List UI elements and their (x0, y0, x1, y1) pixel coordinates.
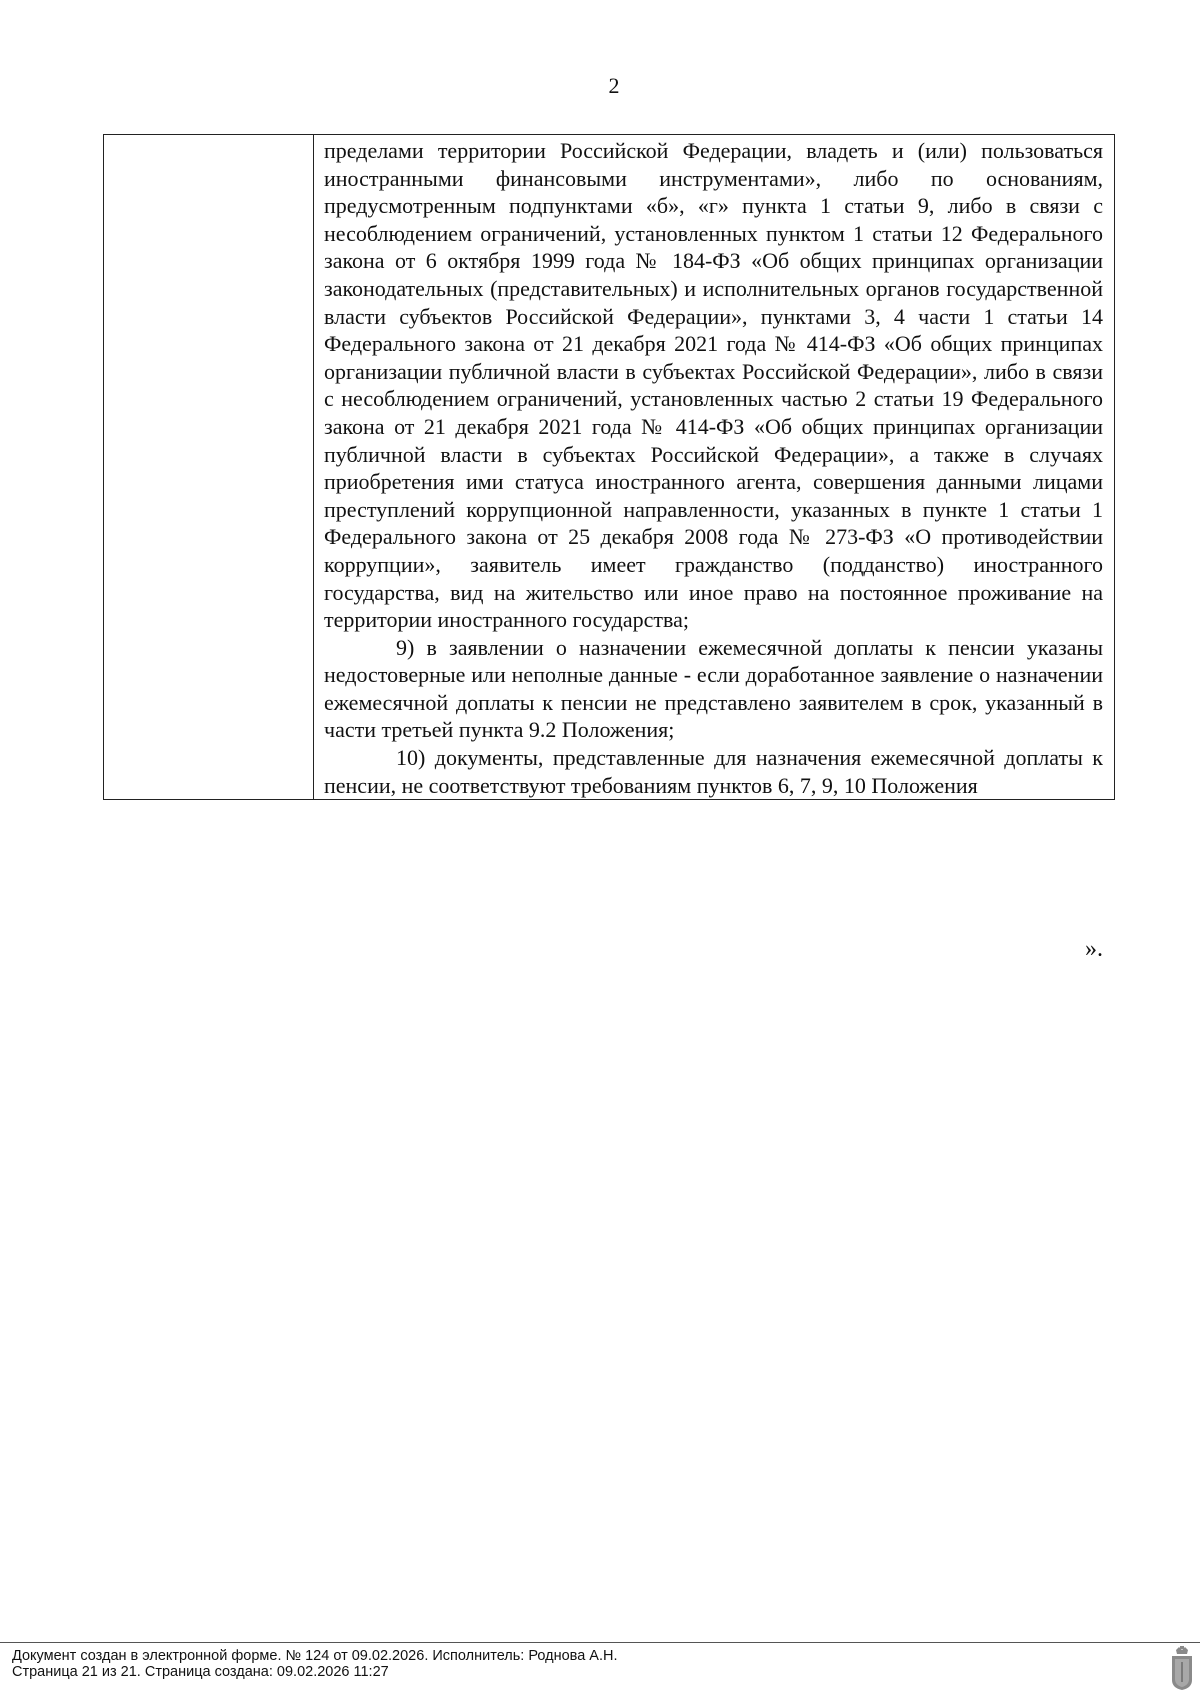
closing-quote: ». (1085, 936, 1103, 962)
coat-of-arms-icon (1170, 1646, 1194, 1690)
table-row (104, 135, 1115, 800)
footer-divider (0, 1642, 1200, 1643)
paragraph-item-10: 10) документы, представленные для назначения ежемесячной доплаты к пенсии, не соответствуют требованиям пунктов 6, 7, 9, 10 Положения (324, 745, 1103, 798)
table-cell-left (104, 135, 314, 800)
coat-of-arms-graphic (1170, 1646, 1194, 1690)
page-number: 2 (608, 73, 620, 98)
footer-line-page: Страница 21 из 21. Страница создана: 09.02.2026 11:27 (12, 1664, 389, 1680)
paragraph-item-9: 9) в заявлении о назначении ежемесячной доплаты к пенсии указаны недостоверные или неполные данные - если доработанное заявление о назначении ежемесячной доплаты к пенсии не представлено заявителем в срок, указанный в части третьей пункта 9.2 Положения; (324, 634, 1103, 743)
paragraph-continuation: пределами территории Российской Федерации, владеть и (или) пользоваться иностранными финансовыми инструментами», либо по основаниям, предусмотренным подпунктами «б», «г» пункта 1 статьи 9, либо в связи с несоблюдением ограничений, установленных пунктом 1 статьи 12 Федерального закона от 6 октября 1999 года № 184-ФЗ «Об общих принципах организации законодательных (представительных) и исполнительных органов государственной власти субъектов Российской Федерации», пунктами 3, 4 части 1 статьи 14 Федерального закона от 21 декабря 2021 года № 414-ФЗ «Об общих принципах организации публичной власти в субъектах Российской Федерации», либо в связи с несоблюдением ограничений, установленных частью 2 статьи 19 Федерального закона от 21 декабря 2021 года № 414-ФЗ «Об общих принципах организации публичной власти в субъектах Российской Федерации», а также в случаях приобретения ими статуса иностранного агента, совершения данными лицами преступлений коррупционной направленности, указанных в пункте 1 статьи 1 Федерального закона от 25 декабря 2008 года № 273-ФЗ «О противодействии коррупции», заявитель имеет гражданство (подданство) иностранного государства, вид на жительство или иное право на постоянное проживание на территории иностранного государства; (324, 138, 1103, 633)
footer-line-document: Документ создан в электронной форме. № 124 от 09.02.2026. Исполнитель: Роднова А.Н. (12, 1648, 618, 1664)
table-cell-right (314, 135, 1115, 800)
footer (12, 1648, 618, 1680)
document-table (103, 134, 1115, 800)
